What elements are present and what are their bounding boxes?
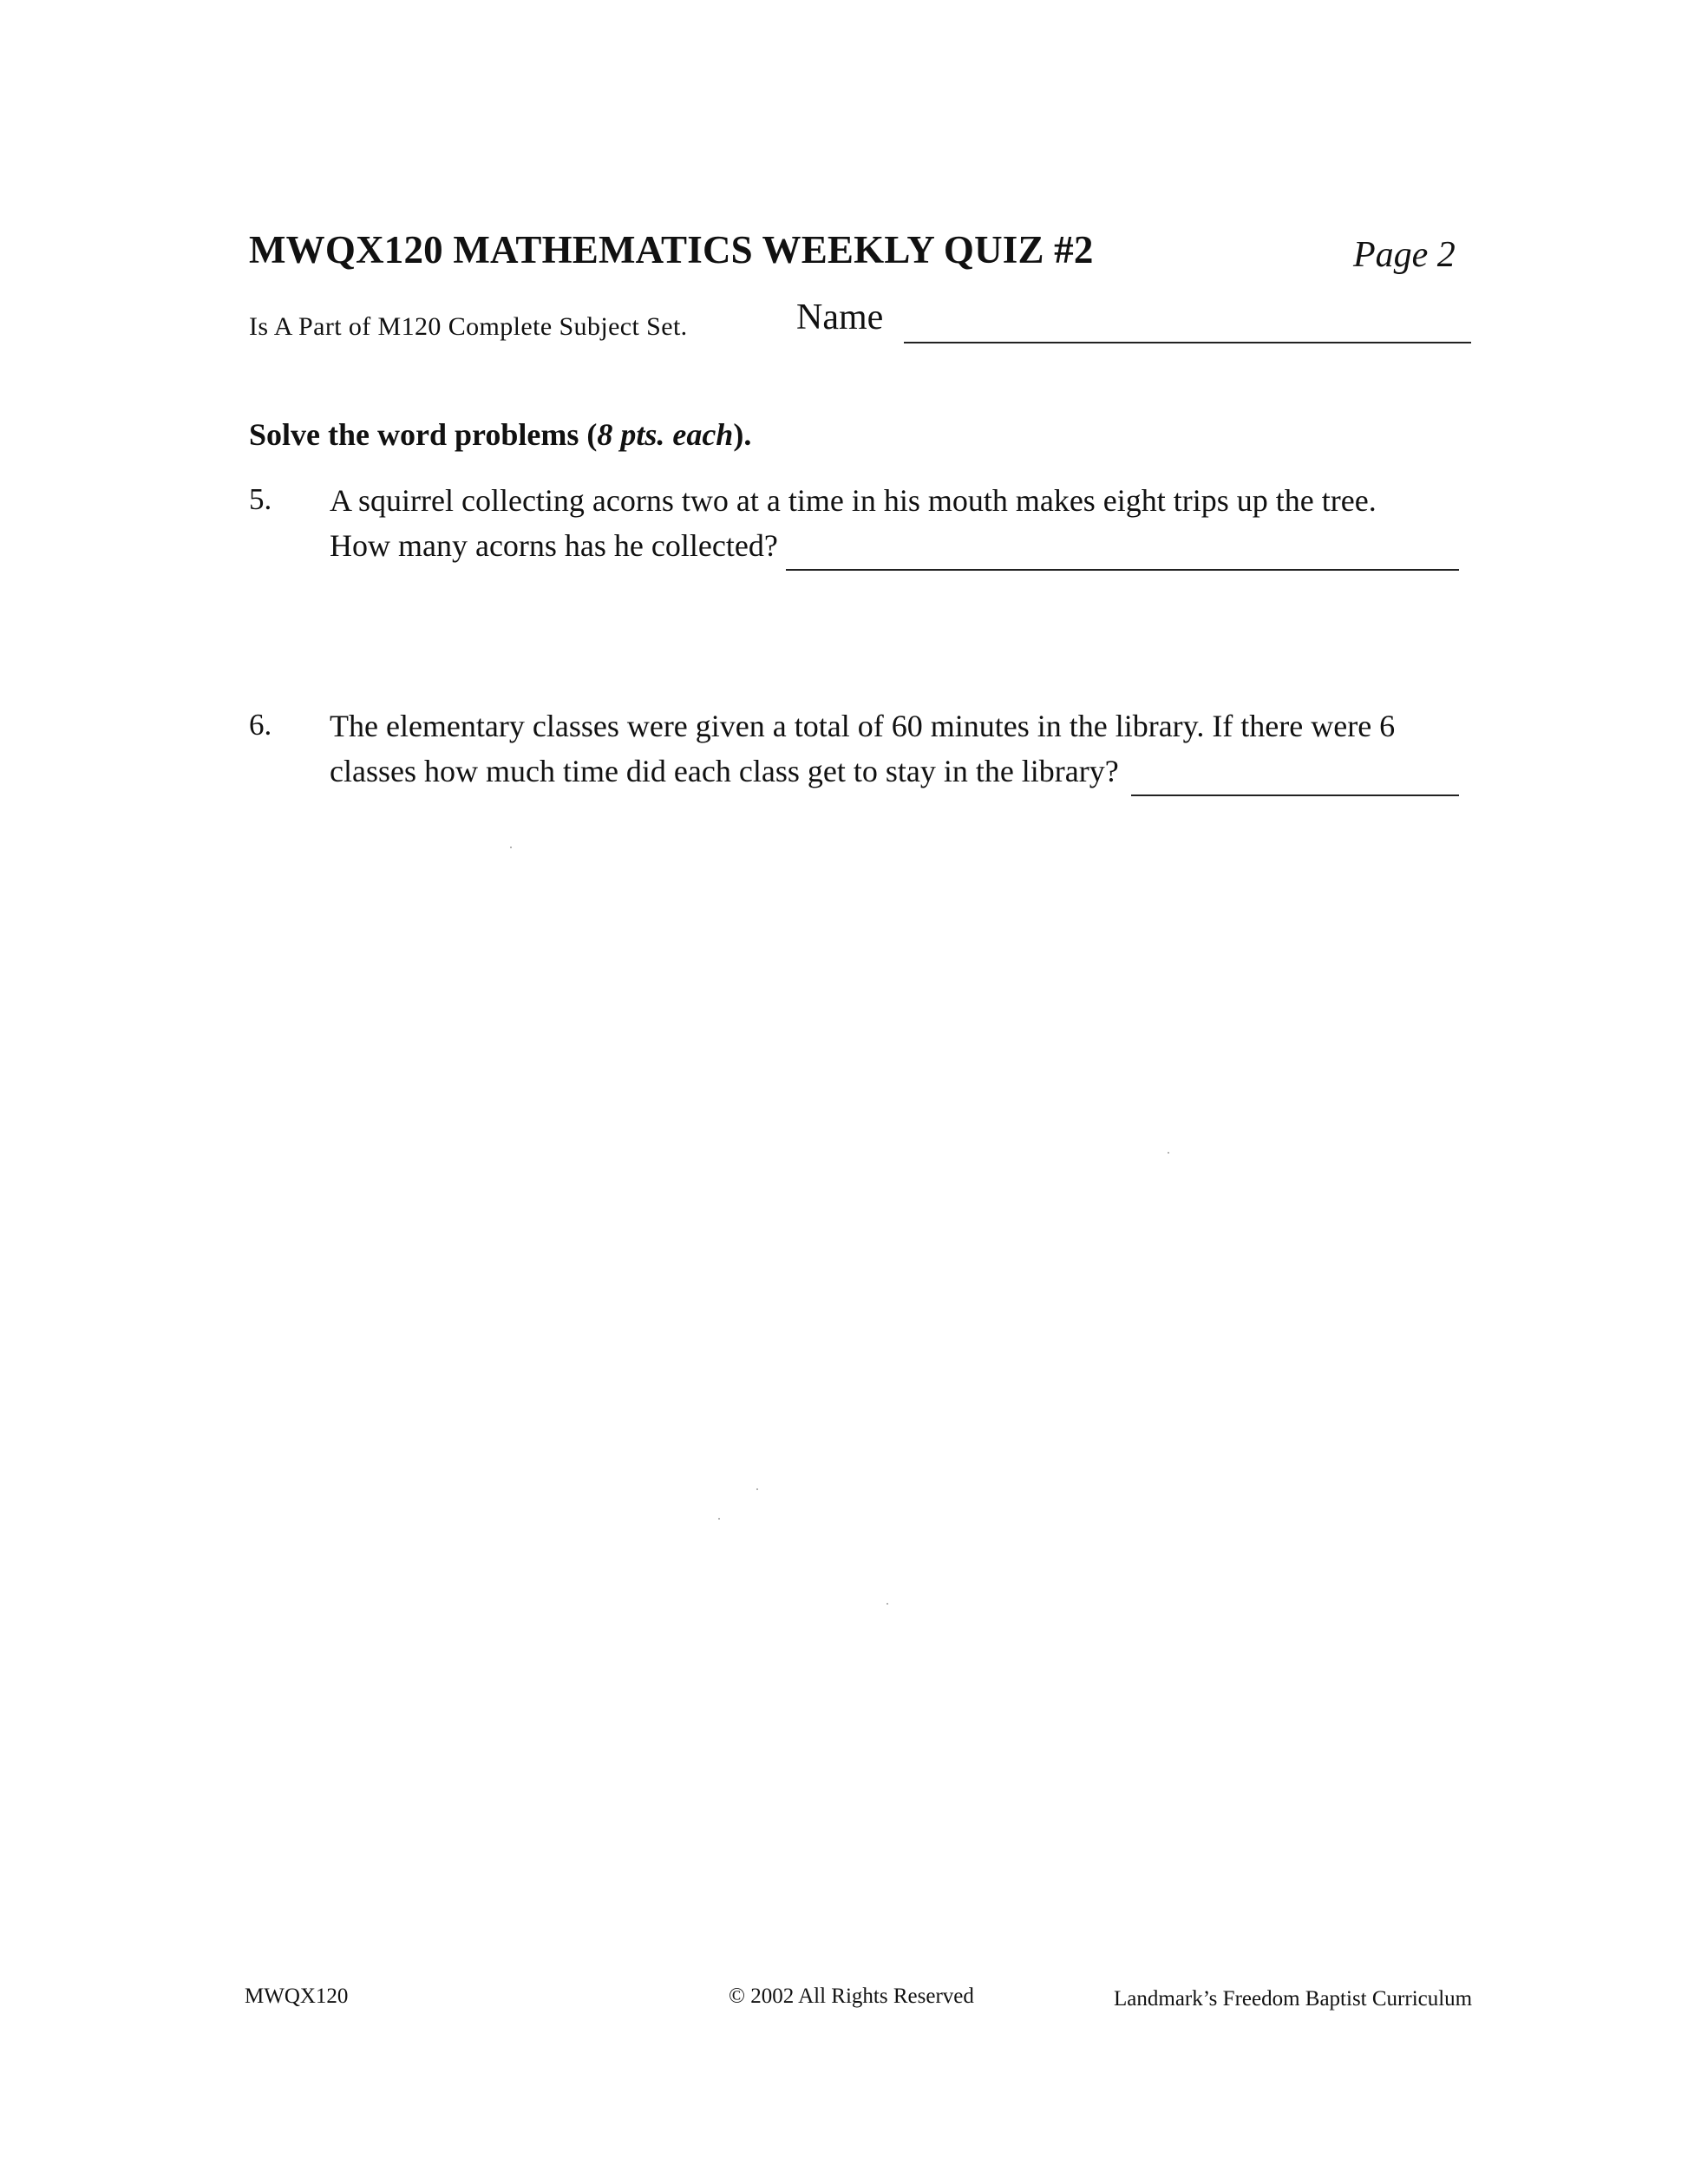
instructions-suffix: ). xyxy=(733,417,752,452)
scan-speck xyxy=(510,847,512,848)
scan-speck xyxy=(1168,1152,1169,1154)
name-answer-line[interactable] xyxy=(904,342,1471,343)
question-5-text-line-2: How many acorns has he collected? xyxy=(330,528,778,563)
footer-publisher: Landmark’s Freedom Baptist Curriculum xyxy=(1114,1987,1473,2011)
scan-speck xyxy=(887,1603,888,1605)
question-5-text-line-1: A squirrel collecting acorns two at a time in his mouth makes eight trips up the tree. xyxy=(330,483,1377,518)
instructions-points: 8 pts. each xyxy=(597,417,734,452)
question-6-answer-line[interactable] xyxy=(1131,794,1459,796)
scan-speck xyxy=(718,1518,720,1520)
page-number: Page 2 xyxy=(1353,235,1456,275)
question-6-number: 6. xyxy=(249,708,272,742)
instructions xyxy=(249,416,751,453)
quiz-title: MWQX120 MATHEMATICS WEEKLY QUIZ #2 xyxy=(249,228,1094,271)
subject-set-note: Is A Part of M120 Complete Subject Set. xyxy=(249,312,688,341)
instructions-prefix: Solve the word problems ( xyxy=(249,417,598,452)
question-5-answer-line[interactable] xyxy=(786,569,1459,571)
question-6-text-line-1: The elementary classes were given a total of 60 minutes in the library. If there were 6 xyxy=(330,709,1396,743)
name-label: Name xyxy=(796,298,884,337)
footer-copyright: © 2002 All Rights Reserved xyxy=(729,1985,974,2008)
question-6-text-line-2: classes how much time did each class get to stay in the library? xyxy=(330,754,1119,788)
scan-speck xyxy=(756,1488,758,1490)
question-5-number: 5. xyxy=(249,482,272,516)
footer-course-code: MWQX120 xyxy=(245,1985,349,2008)
